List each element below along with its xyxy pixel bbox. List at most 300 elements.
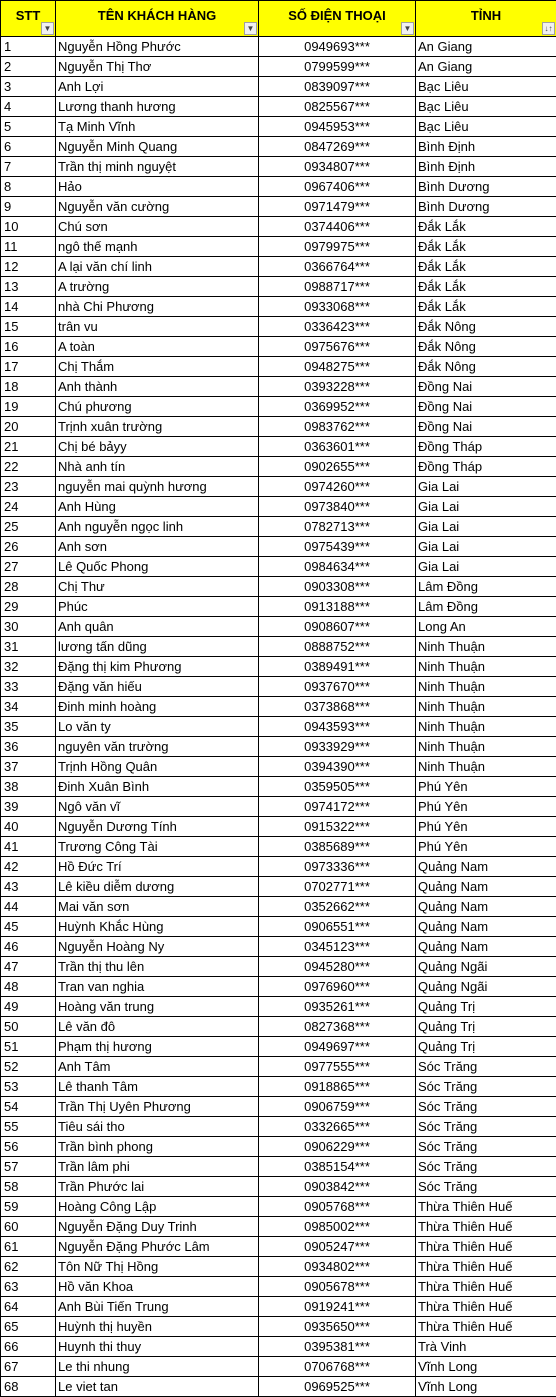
cell-stt[interactable]: 36 [1,737,56,757]
cell-province[interactable]: Bình Định [416,157,556,177]
cell-name[interactable]: Huynh thi thuy [56,1337,259,1357]
cell-name[interactable]: Anh sơn [56,537,259,557]
cell-name[interactable]: Chị Thắm [56,357,259,377]
cell-name[interactable]: Nguyễn văn cường [56,197,259,217]
cell-phone[interactable]: 0905678*** [259,1277,416,1297]
cell-name[interactable]: Le viet tan [56,1377,259,1397]
cell-province[interactable]: Đắk Lắk [416,277,556,297]
cell-name[interactable]: Anh quân [56,617,259,637]
cell-name[interactable]: Chị bé bảyy [56,437,259,457]
cell-name[interactable]: Trần thị minh nguyệt [56,157,259,177]
table-row [1,237,556,257]
cell-province[interactable]: Đắk Lắk [416,257,556,277]
cell-province[interactable]: Bạc Liêu [416,117,556,137]
cell-province[interactable]: An Giang [416,37,556,57]
cell-stt[interactable]: 58 [1,1177,56,1197]
cell-province[interactable]: Ninh Thuận [416,637,556,657]
cell-name[interactable]: Le thi nhung [56,1357,259,1377]
cell-name[interactable]: A toàn [56,337,259,357]
cell-phone[interactable]: 0975676*** [259,337,416,357]
cell-phone[interactable]: 0949697*** [259,1037,416,1057]
table-row [1,37,556,57]
cell-stt[interactable]: 22 [1,457,56,477]
cell-stt[interactable]: 11 [1,237,56,257]
cell-province[interactable]: Bình Dương [416,197,556,217]
cell-phone[interactable]: 0967406*** [259,177,416,197]
cell-phone[interactable]: 0969525*** [259,1377,416,1397]
cell-stt[interactable]: 59 [1,1197,56,1217]
cell-province[interactable]: Đồng Tháp [416,437,556,457]
cell-province[interactable]: Sóc Trăng [416,1117,556,1137]
cell-province[interactable]: Thừa Thiên Huế [416,1317,556,1337]
cell-name[interactable]: Anh thành [56,377,259,397]
cell-stt[interactable]: 48 [1,977,56,997]
cell-province[interactable]: Phú Yên [416,817,556,837]
cell-province[interactable]: Sóc Trăng [416,1177,556,1197]
cell-stt[interactable]: 63 [1,1277,56,1297]
cell-stt[interactable]: 12 [1,257,56,277]
cell-stt[interactable]: 55 [1,1117,56,1137]
cell-stt[interactable]: 54 [1,1097,56,1117]
cell-phone[interactable]: 0933929*** [259,737,416,757]
cell-stt[interactable]: 67 [1,1357,56,1377]
cell-name[interactable]: nguyên văn trường [56,737,259,757]
cell-name[interactable]: Huỳnh thị huyền [56,1317,259,1337]
cell-stt[interactable]: 9 [1,197,56,217]
cell-phone[interactable]: 0906229*** [259,1137,416,1157]
cell-phone[interactable]: 0971479*** [259,197,416,217]
table-row [1,417,556,437]
cell-phone[interactable]: 0385689*** [259,837,416,857]
table-row [1,617,556,637]
cell-phone[interactable]: 0825567*** [259,97,416,117]
cell-province[interactable]: Gia Lai [416,497,556,517]
cell-stt[interactable]: 14 [1,297,56,317]
cell-stt[interactable]: 64 [1,1297,56,1317]
cell-phone[interactable]: 0352662*** [259,897,416,917]
cell-phone[interactable]: 0827368*** [259,1017,416,1037]
cell-province[interactable]: Bạc Liêu [416,77,556,97]
cell-stt[interactable]: 60 [1,1217,56,1237]
cell-province[interactable]: Đồng Nai [416,377,556,397]
table-row [1,777,556,797]
cell-stt[interactable]: 40 [1,817,56,837]
cell-stt[interactable]: 16 [1,337,56,357]
cell-province[interactable]: Bình Định [416,137,556,157]
filter-dropdown-icon[interactable]: ▼ [401,22,414,35]
cell-phone[interactable]: 0395381*** [259,1337,416,1357]
cell-stt[interactable]: 45 [1,917,56,937]
cell-province[interactable]: Thừa Thiên Huế [416,1297,556,1317]
cell-stt[interactable]: 29 [1,597,56,617]
cell-name[interactable]: Anh nguyễn ngọc linh [56,517,259,537]
table-row [1,897,556,917]
cell-province[interactable]: Quảng Trị [416,997,556,1017]
cell-name[interactable]: ngô thế mạnh [56,237,259,257]
cell-phone[interactable]: 0973840*** [259,497,416,517]
cell-province[interactable]: Gia Lai [416,517,556,537]
cell-name[interactable]: Lo văn ty [56,717,259,737]
cell-phone[interactable]: 0933068*** [259,297,416,317]
cell-name[interactable]: Lê văn đô [56,1017,259,1037]
cell-province[interactable]: Quảng Nam [416,937,556,957]
cell-province[interactable]: Phú Yên [416,837,556,857]
cell-stt[interactable]: 39 [1,797,56,817]
cell-name[interactable]: Đặng thị kim Phương [56,657,259,677]
cell-phone[interactable]: 0974260*** [259,477,416,497]
cell-stt[interactable]: 7 [1,157,56,177]
cell-phone[interactable]: 0949693*** [259,37,416,57]
cell-province[interactable]: Đắk Lắk [416,217,556,237]
sort-filter-icon[interactable]: ↓↑ [542,22,555,35]
cell-name[interactable]: Ngô văn vĩ [56,797,259,817]
cell-province[interactable]: Đồng Tháp [416,457,556,477]
cell-phone[interactable]: 0934807*** [259,157,416,177]
cell-stt[interactable]: 50 [1,1017,56,1037]
cell-province[interactable]: Quảng Nam [416,877,556,897]
cell-phone[interactable]: 0976960*** [259,977,416,997]
cell-stt[interactable]: 53 [1,1077,56,1097]
cell-phone[interactable]: 0945280*** [259,957,416,977]
cell-name[interactable]: Nguyễn Thị Thơ [56,57,259,77]
cell-name[interactable]: Huỳnh Khắc Hùng [56,917,259,937]
cell-name[interactable]: Phúc [56,597,259,617]
cell-province[interactable]: Sóc Trăng [416,1137,556,1157]
cell-province[interactable]: Gia Lai [416,537,556,557]
cell-phone[interactable]: 0782713*** [259,517,416,537]
cell-province[interactable]: Đắk Lắk [416,297,556,317]
cell-province[interactable]: Quảng Trị [416,1037,556,1057]
cell-province[interactable]: Sóc Trăng [416,1157,556,1177]
header-stt-label: STT [16,8,41,23]
cell-name[interactable]: nguyễn mai quỳnh hương [56,477,259,497]
cell-stt[interactable]: 35 [1,717,56,737]
cell-stt[interactable]: 38 [1,777,56,797]
cell-province[interactable]: Đắk Nông [416,337,556,357]
cell-province[interactable]: Vĩnh Long [416,1377,556,1397]
cell-phone[interactable]: 0918865*** [259,1077,416,1097]
cell-province[interactable]: Bình Dương [416,177,556,197]
cell-phone[interactable]: 0888752*** [259,637,416,657]
cell-province[interactable]: Thừa Thiên Huế [416,1237,556,1257]
cell-name[interactable]: lương tấn dũng [56,637,259,657]
cell-stt[interactable]: 32 [1,657,56,677]
cell-phone[interactable]: 0977555*** [259,1057,416,1077]
cell-province[interactable]: Quảng Nam [416,897,556,917]
cell-phone[interactable]: 0336423*** [259,317,416,337]
cell-stt[interactable]: 10 [1,217,56,237]
cell-stt[interactable]: 56 [1,1137,56,1157]
cell-name[interactable]: Nguyễn Hồng Phước [56,37,259,57]
cell-phone[interactable]: 0706768*** [259,1357,416,1377]
table-row [1,1257,556,1277]
cell-phone[interactable]: 0906759*** [259,1097,416,1117]
cell-name[interactable]: Tran van nghia [56,977,259,997]
cell-stt[interactable]: 15 [1,317,56,337]
cell-stt[interactable]: 2 [1,57,56,77]
cell-name[interactable]: Chú sơn [56,217,259,237]
cell-phone[interactable]: 0919241*** [259,1297,416,1317]
cell-stt[interactable]: 37 [1,757,56,777]
cell-phone[interactable]: 0902655*** [259,457,416,477]
cell-stt[interactable]: 44 [1,897,56,917]
cell-stt[interactable]: 42 [1,857,56,877]
cell-phone[interactable]: 0903842*** [259,1177,416,1197]
cell-name[interactable]: Nguyễn Đặng Phước Lâm [56,1237,259,1257]
cell-stt[interactable]: 34 [1,697,56,717]
table-row [1,1377,556,1397]
cell-name[interactable]: Tạ Minh Vĩnh [56,117,259,137]
cell-province[interactable]: Ninh Thuận [416,677,556,697]
cell-phone[interactable]: 0945953*** [259,117,416,137]
cell-province[interactable]: Sóc Trăng [416,1097,556,1117]
cell-phone[interactable]: 0988717*** [259,277,416,297]
cell-name[interactable]: Anh Tâm [56,1057,259,1077]
cell-name[interactable]: nhà Chi Phương [56,297,259,317]
cell-stt[interactable]: 28 [1,577,56,597]
cell-phone[interactable]: 0839097*** [259,77,416,97]
cell-name[interactable]: A trường [56,277,259,297]
cell-phone[interactable]: 0374406*** [259,217,416,237]
cell-name[interactable]: Nguyễn Hoàng Ny [56,937,259,957]
cell-stt[interactable]: 8 [1,177,56,197]
cell-phone[interactable]: 0985002*** [259,1217,416,1237]
cell-stt[interactable]: 30 [1,617,56,637]
cell-name[interactable]: Trần Phước lai [56,1177,259,1197]
cell-province[interactable]: Trà Vinh [416,1337,556,1357]
cell-stt[interactable]: 65 [1,1317,56,1337]
cell-name[interactable]: Anh Hùng [56,497,259,517]
cell-stt[interactable]: 17 [1,357,56,377]
cell-province[interactable]: Quảng Nam [416,917,556,937]
cell-province[interactable]: Gia Lai [416,477,556,497]
cell-stt[interactable]: 19 [1,397,56,417]
cell-phone[interactable]: 0934802*** [259,1257,416,1277]
cell-province[interactable]: Đồng Nai [416,417,556,437]
cell-province[interactable]: Ninh Thuận [416,717,556,737]
cell-phone[interactable]: 0363601*** [259,437,416,457]
cell-name[interactable]: Hảo [56,177,259,197]
cell-stt[interactable]: 43 [1,877,56,897]
cell-province[interactable]: Thừa Thiên Huế [416,1197,556,1217]
cell-name[interactable]: Trương Công Tài [56,837,259,857]
table-row [1,1157,556,1177]
cell-stt[interactable]: 26 [1,537,56,557]
cell-name[interactable]: Tôn Nữ Thị Hồng [56,1257,259,1277]
cell-province[interactable]: Bạc Liêu [416,97,556,117]
table-row [1,797,556,817]
cell-stt[interactable]: 6 [1,137,56,157]
cell-name[interactable]: Hồ Đức Trí [56,857,259,877]
table-row [1,1097,556,1117]
table-row [1,397,556,417]
cell-phone[interactable]: 0906551*** [259,917,416,937]
table-row [1,497,556,517]
cell-phone[interactable]: 0799599*** [259,57,416,77]
cell-province[interactable]: Lâm Đồng [416,597,556,617]
cell-name[interactable]: trân vu [56,317,259,337]
cell-name[interactable]: Trịnh xuân trường [56,417,259,437]
cell-name[interactable]: Trần thị thu lên [56,957,259,977]
cell-phone[interactable]: 0984634*** [259,557,416,577]
cell-name[interactable]: Lê kiều diễm dương [56,877,259,897]
table-row [1,597,556,617]
cell-phone[interactable]: 0702771*** [259,877,416,897]
header-stt [1,1,56,37]
cell-name[interactable]: A lại văn chí linh [56,257,259,277]
cell-stt[interactable]: 4 [1,97,56,117]
cell-province[interactable]: Quảng Trị [416,1017,556,1037]
cell-phone[interactable]: 0385154*** [259,1157,416,1177]
table-row [1,1037,556,1057]
cell-phone[interactable]: 0332665*** [259,1117,416,1137]
cell-stt[interactable]: 52 [1,1057,56,1077]
cell-stt[interactable]: 68 [1,1377,56,1397]
table-row [1,77,556,97]
cell-name[interactable]: Trịnh Hồng Quân [56,757,259,777]
filter-dropdown-icon[interactable]: ▼ [244,22,257,35]
cell-stt[interactable]: 13 [1,277,56,297]
table-row [1,1297,556,1317]
cell-stt[interactable]: 33 [1,677,56,697]
cell-name[interactable]: Đinh Xuân Bình [56,777,259,797]
cell-stt[interactable]: 27 [1,557,56,577]
table-row [1,577,556,597]
cell-name[interactable]: Nguyễn Đặng Duy Trinh [56,1217,259,1237]
cell-phone[interactable]: 0905768*** [259,1197,416,1217]
cell-stt[interactable]: 3 [1,77,56,97]
cell-phone[interactable]: 0948275*** [259,357,416,377]
cell-name[interactable]: Anh Bùi Tiến Trung [56,1297,259,1317]
cell-name[interactable]: Chị Thư [56,577,259,597]
cell-province[interactable]: Quảng Ngãi [416,957,556,977]
cell-province[interactable]: Đồng Nai [416,397,556,417]
cell-name[interactable]: Hồ văn Khoa [56,1277,259,1297]
cell-province[interactable]: Lâm Đồng [416,577,556,597]
cell-name[interactable]: Hoàng Công Lập [56,1197,259,1217]
cell-province[interactable]: Ninh Thuận [416,697,556,717]
cell-stt[interactable]: 47 [1,957,56,977]
cell-phone[interactable]: 0393228*** [259,377,416,397]
cell-province[interactable]: Sóc Trăng [416,1057,556,1077]
cell-stt[interactable]: 21 [1,437,56,457]
cell-name[interactable]: Anh Lợi [56,77,259,97]
cell-phone[interactable]: 0908607*** [259,617,416,637]
cell-province[interactable]: Phú Yên [416,777,556,797]
cell-name[interactable]: Phạm thị hương [56,1037,259,1057]
cell-stt[interactable]: 66 [1,1337,56,1357]
cell-phone[interactable]: 0903308*** [259,577,416,597]
table-row [1,557,556,577]
cell-phone[interactable]: 0937670*** [259,677,416,697]
cell-phone[interactable]: 0345123*** [259,937,416,957]
cell-name[interactable]: Nhà anh tín [56,457,259,477]
cell-province[interactable]: Ninh Thuận [416,757,556,777]
cell-province[interactable]: Sóc Trăng [416,1077,556,1097]
cell-phone[interactable]: 0369952*** [259,397,416,417]
cell-stt[interactable]: 23 [1,477,56,497]
cell-name[interactable]: Đặng văn hiếu [56,677,259,697]
cell-phone[interactable]: 0943593*** [259,717,416,737]
cell-stt[interactable]: 24 [1,497,56,517]
table-row [1,677,556,697]
cell-phone[interactable]: 0915322*** [259,817,416,837]
cell-province[interactable]: Gia Lai [416,557,556,577]
table-row [1,1057,556,1077]
cell-name[interactable]: Tiêu sái tho [56,1117,259,1137]
cell-province[interactable]: Quảng Ngãi [416,977,556,997]
cell-province[interactable]: Thừa Thiên Huế [416,1257,556,1277]
cell-stt[interactable]: 1 [1,37,56,57]
cell-stt[interactable]: 31 [1,637,56,657]
cell-name[interactable]: Lương thanh hương [56,97,259,117]
cell-name[interactable]: Mai văn sơn [56,897,259,917]
cell-name[interactable]: Nguyễn Dương Tính [56,817,259,837]
cell-province[interactable]: Vĩnh Long [416,1357,556,1377]
cell-province[interactable]: Đắk Nông [416,357,556,377]
cell-province[interactable]: Thừa Thiên Huế [416,1277,556,1297]
cell-phone[interactable]: 0373868*** [259,697,416,717]
cell-stt[interactable]: 57 [1,1157,56,1177]
cell-phone[interactable]: 0394390*** [259,757,416,777]
cell-name[interactable]: Trần bình phong [56,1137,259,1157]
cell-province[interactable]: An Giang [416,57,556,77]
cell-phone[interactable]: 0359505*** [259,777,416,797]
cell-phone[interactable]: 0847269*** [259,137,416,157]
cell-stt[interactable]: 20 [1,417,56,437]
cell-phone[interactable]: 0935650*** [259,1317,416,1337]
cell-phone[interactable]: 0905247*** [259,1237,416,1257]
table-row [1,637,556,657]
cell-province[interactable]: Quảng Nam [416,857,556,877]
cell-name[interactable]: Nguyễn Minh Quang [56,137,259,157]
cell-stt[interactable]: 46 [1,937,56,957]
cell-phone[interactable]: 0366764*** [259,257,416,277]
cell-name[interactable]: Lê Quốc Phong [56,557,259,577]
cell-stt[interactable]: 61 [1,1237,56,1257]
cell-stt[interactable]: 25 [1,517,56,537]
cell-name[interactable]: Chú phương [56,397,259,417]
cell-province[interactable]: Ninh Thuận [416,657,556,677]
cell-phone[interactable]: 0913188*** [259,597,416,617]
cell-phone[interactable]: 0389491*** [259,657,416,677]
cell-province[interactable]: Ninh Thuận [416,737,556,757]
cell-name[interactable]: Trần Thị Uyên Phương [56,1097,259,1117]
cell-phone[interactable]: 0975439*** [259,537,416,557]
cell-stt[interactable]: 41 [1,837,56,857]
cell-province[interactable]: Thừa Thiên Huế [416,1217,556,1237]
cell-phone[interactable]: 0935261*** [259,997,416,1017]
cell-province[interactable]: Đắk Lắk [416,237,556,257]
cell-stt[interactable]: 51 [1,1037,56,1057]
cell-name[interactable]: Hoàng văn trung [56,997,259,1017]
cell-stt[interactable]: 49 [1,997,56,1017]
cell-stt[interactable]: 62 [1,1257,56,1277]
cell-name[interactable]: Lê thanh Tâm [56,1077,259,1097]
cell-name[interactable]: Đinh minh hoàng [56,697,259,717]
filter-dropdown-icon[interactable]: ▼ [41,22,54,35]
cell-phone[interactable]: 0974172*** [259,797,416,817]
cell-province[interactable]: Phú Yên [416,797,556,817]
cell-province[interactable]: Đắk Nông [416,317,556,337]
cell-phone[interactable]: 0979975*** [259,237,416,257]
cell-province[interactable]: Long An [416,617,556,637]
cell-name[interactable]: Trần lâm phi [56,1157,259,1177]
cell-stt[interactable]: 5 [1,117,56,137]
cell-phone[interactable]: 0983762*** [259,417,416,437]
cell-phone[interactable]: 0973336*** [259,857,416,877]
cell-stt[interactable]: 18 [1,377,56,397]
